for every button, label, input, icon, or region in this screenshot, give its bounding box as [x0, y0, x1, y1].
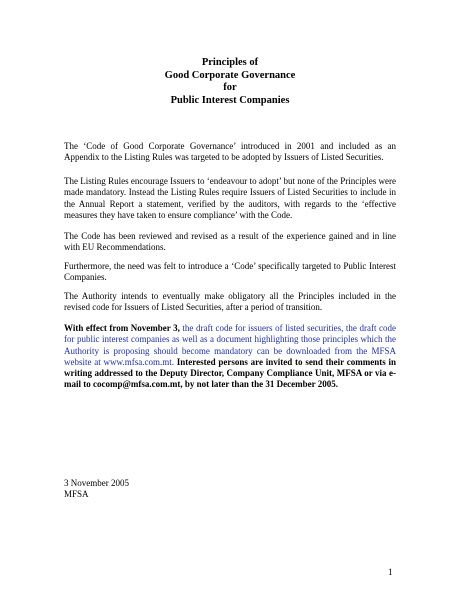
page-number: 1 — [388, 567, 393, 577]
signature-block — [64, 478, 129, 501]
paragraph-5: The Authority intends to eventually make obligatory all the Principles included in the revised code for Issuers of Listed Securities, after a period of transition. — [64, 291, 396, 313]
paragraph-2: The Listing Rules encourage Issuers to ‘endeavour to adopt’ but none of the Principles were made mandatory. Instead the Listing Rules require Issuers of Listed Securities to include in the Annual Report a statement, verified by the auditors, with regards to the ‘effective measures they have taken to ensure compliance’ with the Code. — [64, 176, 396, 220]
paragraph-6-download-note: the draft code for issuers of listed securities, the draft code for public interest companies as well as a document highlighting those principles which the Authority is proposing should become mandatory can be downloaded from the MFSA website at www.mfsa.com.mt. — [64, 323, 396, 367]
title-line-2: Good Corporate Governance — [164, 69, 296, 81]
title-line-1: Principles of — [201, 57, 259, 68]
document-title — [0, 57, 460, 107]
paragraph-4: Furthermore, the need was felt to introduce a ‘Code’ specifically targeted to Public Interest Companies. — [64, 261, 396, 283]
footer-date: 3 November 2005 — [64, 478, 129, 488]
footer-org: MFSA — [64, 489, 89, 500]
paragraph-6-bold-end: Interested persons are invited to send their comments in writing addressed to the Deputy Director, Company Compliance Unit, MFSA or via e-mail to cocomp@mfsa.com.mt, by not later than the 31 December 2005. — [64, 356, 396, 390]
title-line-4: Public Interest Companies — [170, 94, 290, 106]
title-line-3: for — [223, 82, 237, 93]
paragraph-1: The ‘Code of Good Corporate Governance’ introduced in 2001 and included as an Appendix to the Listing Rules was targeted to be adopted by Issuers of Listed Securities. — [64, 141, 396, 163]
paragraph-3: The Code has been reviewed and revised as a result of the experience gained and in line with EU Recommendations. — [64, 231, 396, 253]
paragraph-6-bold-start: With effect from November 3, — [64, 323, 180, 333]
paragraph-6 — [64, 323, 396, 391]
